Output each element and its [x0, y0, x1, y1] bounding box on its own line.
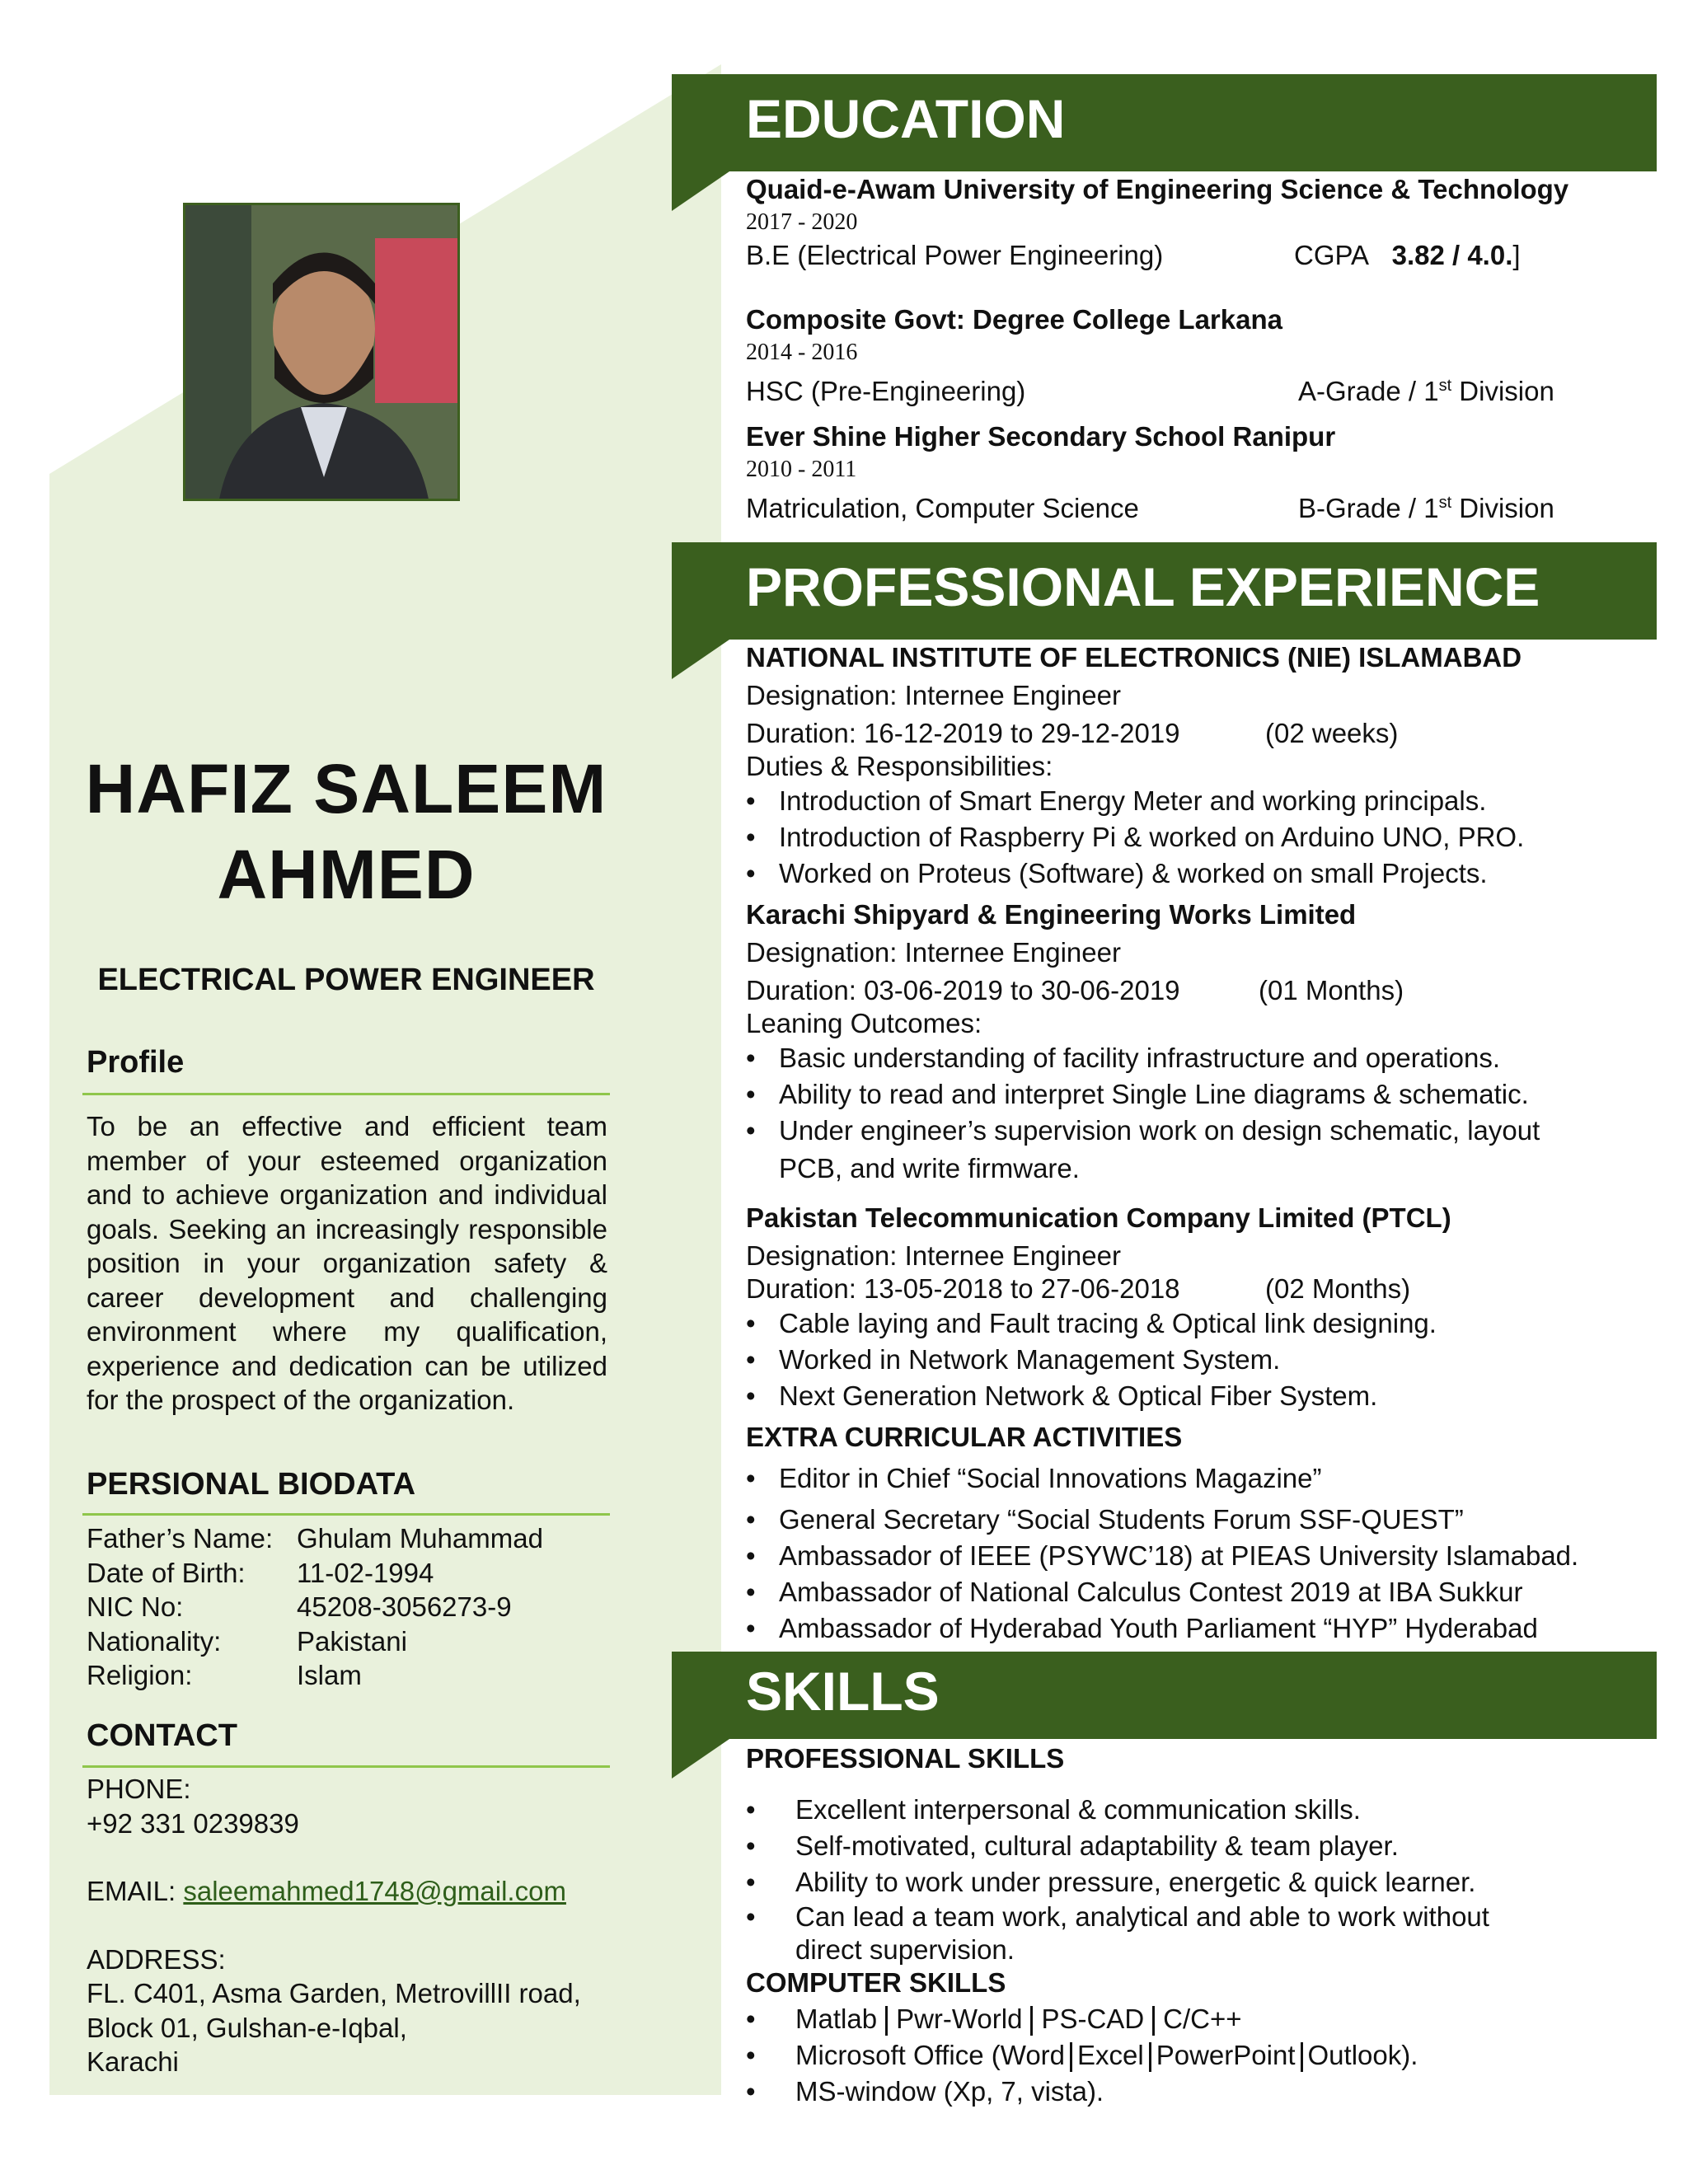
list-item: • Ambassador of Hyderabad Youth Parliament “HYP” Hyderabad	[746, 1610, 1578, 1647]
job-entry	[746, 1202, 1451, 1414]
extra-heading: EXTRA CURRICULAR ACTIVITIES	[746, 1422, 1183, 1452]
list-item-continuation: direct supervision.	[795, 1934, 1015, 1965]
list-item: • Worked on Proteus (Software) & worked on small Projects.	[746, 855, 1524, 892]
degree-row: HSC (Pre-Engineering) A-Grade / 1st Division	[746, 376, 1554, 406]
job-list-title: Duties & Responsibilities:	[746, 751, 1053, 781]
education-entry	[746, 303, 1554, 408]
phone-number[interactable]: +92 331 0239839	[87, 1807, 299, 1839]
profile-heading: Profile	[87, 1045, 185, 1080]
degree-row: B.E (Electrical Power Engineering) CGPA 3.82 / 4.0.]	[746, 240, 1521, 270]
computer-skills-list	[746, 2001, 1489, 2110]
separator	[1030, 2006, 1033, 2036]
job-duration: Duration: 13-05-2018 to 27-06-2018 (02 Months)	[746, 1273, 1411, 1304]
list-item: • Ambassador of National Calculus Contest 2019 at IBA Sukkur	[746, 1574, 1578, 1610]
list-item-continuation: PCB, and write firmware.	[779, 1153, 1080, 1183]
list-item: • Cable laying and Fault tracing & Optical link designing.	[746, 1305, 1451, 1342]
job-duties	[746, 1305, 1451, 1414]
school-name: Quaid-e-Awam University of Engineering Science & Technology	[746, 174, 1569, 204]
biodata-row: NIC No: 45208-3056273-9	[87, 1591, 512, 1622]
job-organization: NATIONAL INSTITUTE OF ELECTRONICS (NIE) ISLAMABAD	[746, 642, 1522, 673]
profile-photo	[183, 203, 460, 501]
education-heading: EDUCATION	[746, 88, 1066, 149]
separator	[1301, 2042, 1303, 2072]
profile-divider	[82, 1093, 610, 1095]
list-item: • Introduction of Smart Energy Meter and working principals.	[746, 783, 1524, 819]
education-entry	[746, 173, 1568, 272]
address-label: ADDRESS:	[87, 1943, 226, 1975]
list-item: • Ability to work under pressure, energetic & quick learner.	[746, 1864, 1489, 1900]
profile-text: To be an effective and efficient team member of your esteemed organization and to achieve organization and individual goals. Seeking an increasingly responsible position in your organization safety & career development and challenging environment where my qualification, experience and dedication can be utilized for the prospect of the organization.	[87, 1111, 607, 1415]
list-item: • Editor in Chief “Social Innovations Magazine”	[746, 1460, 1578, 1497]
job-organization: Karachi Shipyard & Engineering Works Limited	[746, 899, 1357, 930]
list-item: • Ambassador of IEEE (PSYWC’18) at PIEAS University Islamabad.	[746, 1538, 1578, 1574]
separator	[1149, 2042, 1151, 2072]
extra-list	[746, 1460, 1578, 1647]
list-item: • General Secretary “Social Students Forum SSF-QUEST”	[746, 1502, 1578, 1538]
job-duties	[746, 783, 1524, 892]
computer-skills-heading: COMPUTER SKILLS	[746, 1967, 1006, 1998]
skills-band-tab	[672, 1739, 729, 1779]
education-years: 2017 - 2020	[746, 209, 858, 235]
phone-label: PHONE:	[87, 1774, 191, 1804]
separator	[1070, 2042, 1072, 2072]
biodata-row: Father’s Name: Ghulam Muhammad	[87, 1523, 543, 1554]
professional-skills-heading: PROFESSIONAL SKILLS	[746, 1743, 1065, 1774]
contact-block	[87, 1772, 581, 2079]
list-item: • Introduction of Raspberry Pi & worked on Arduino UNO, PRO.	[746, 819, 1524, 855]
school-name: Ever Shine Higher Secondary School Ranipur	[746, 421, 1336, 452]
name-line-2: AHMED	[217, 836, 476, 913]
job-list-title: Leaning Outcomes:	[746, 1008, 982, 1038]
professional-skills-list	[746, 1792, 1489, 1933]
list-item: • Ability to read and interpret Single Line diagrams & schematic.	[746, 1076, 1540, 1113]
job-organization: Pakistan Telecommunication Company Limited (PTCL)	[746, 1202, 1451, 1233]
education-entry	[746, 420, 1554, 525]
address-line: FL. C401, Asma Garden, MetrovillII road,	[87, 1978, 581, 2008]
list-item: • Next Generation Network & Optical Fiber System.	[746, 1378, 1451, 1414]
job-entry	[746, 641, 1524, 892]
skills-heading: SKILLS	[746, 1661, 940, 1722]
job-designation: Designation: Internee Engineer	[746, 680, 1121, 710]
biodata-row: Nationality: Pakistani	[87, 1625, 407, 1657]
biodata-heading: PERSIONAL BIODATA	[87, 1467, 416, 1502]
candidate-name	[49, 746, 643, 917]
degree-row: Matriculation, Computer Science B-Grade / 1st Division	[746, 493, 1554, 523]
experience-heading: PROFESSIONAL EXPERIENCE	[746, 556, 1540, 617]
job-duration: Duration: 16-12-2019 to 29-12-2019 (02 weeks)	[746, 718, 1399, 748]
skills-band	[672, 1652, 1657, 1739]
job-designation: Designation: Internee Engineer	[746, 937, 1121, 968]
biodata-divider	[82, 1513, 610, 1516]
education-years: 2010 - 2011	[746, 457, 857, 482]
job-duration: Duration: 03-06-2019 to 30-06-2019 (01 Months)	[746, 975, 1404, 1005]
experience-band	[672, 542, 1657, 640]
biodata-row: Date of Birth: 11-02-1994	[87, 1557, 434, 1588]
job-entry	[746, 898, 1540, 1188]
list-item: • Basic understanding of facility infrastructure and operations.	[746, 1040, 1540, 1076]
list-item: • Under engineer’s supervision work on design schematic, layout	[746, 1113, 1540, 1149]
separator	[1152, 2006, 1155, 2036]
list-item: • MS-window (Xp, 7, vista).	[746, 2074, 1489, 2110]
experience-band-tab	[672, 640, 729, 679]
address-line: Karachi	[87, 2046, 179, 2077]
list-item: • Microsoft Office (Word Excel PowerPoint Outlook).	[746, 2037, 1489, 2074]
list-item: • Excellent interpersonal & communication skills.	[746, 1792, 1489, 1828]
biodata-row: Religion: Islam	[87, 1660, 362, 1690]
education-years: 2014 - 2016	[746, 340, 858, 365]
job-designation: Designation: Internee Engineer	[746, 1240, 1121, 1271]
biodata-list	[87, 1521, 543, 1693]
separator	[885, 2006, 888, 2036]
education-band-tab	[672, 171, 729, 211]
extra-curricular	[746, 1421, 1578, 1647]
email-row: EMAIL: saleemahmed1748@gmail.com	[87, 1876, 566, 1906]
list-item: • Matlab Pwr-World PS-CAD C/C++	[746, 2001, 1489, 2037]
list-item: • Can lead a team work, analytical and able to work without	[746, 1900, 1489, 1933]
job-outcomes	[746, 1040, 1540, 1149]
list-item: • Self-motivated, cultural adaptability & team player.	[746, 1828, 1489, 1864]
education-band	[672, 74, 1657, 171]
contact-heading: CONTACT	[87, 1718, 237, 1753]
skills-section	[746, 1742, 1489, 2110]
name-line-1: HAFIZ SALEEM	[85, 750, 607, 827]
job-title: ELECTRICAL POWER ENGINEER	[97, 963, 595, 997]
email-link[interactable]: saleemahmed1748@gmail.com	[183, 1876, 566, 1906]
contact-divider	[82, 1765, 610, 1768]
school-name: Composite Govt: Degree College Larkana	[746, 304, 1282, 335]
list-item: • Worked in Network Management System.	[746, 1342, 1451, 1378]
address-line: Block 01, Gulshan-e-Iqbal,	[87, 2012, 407, 2043]
